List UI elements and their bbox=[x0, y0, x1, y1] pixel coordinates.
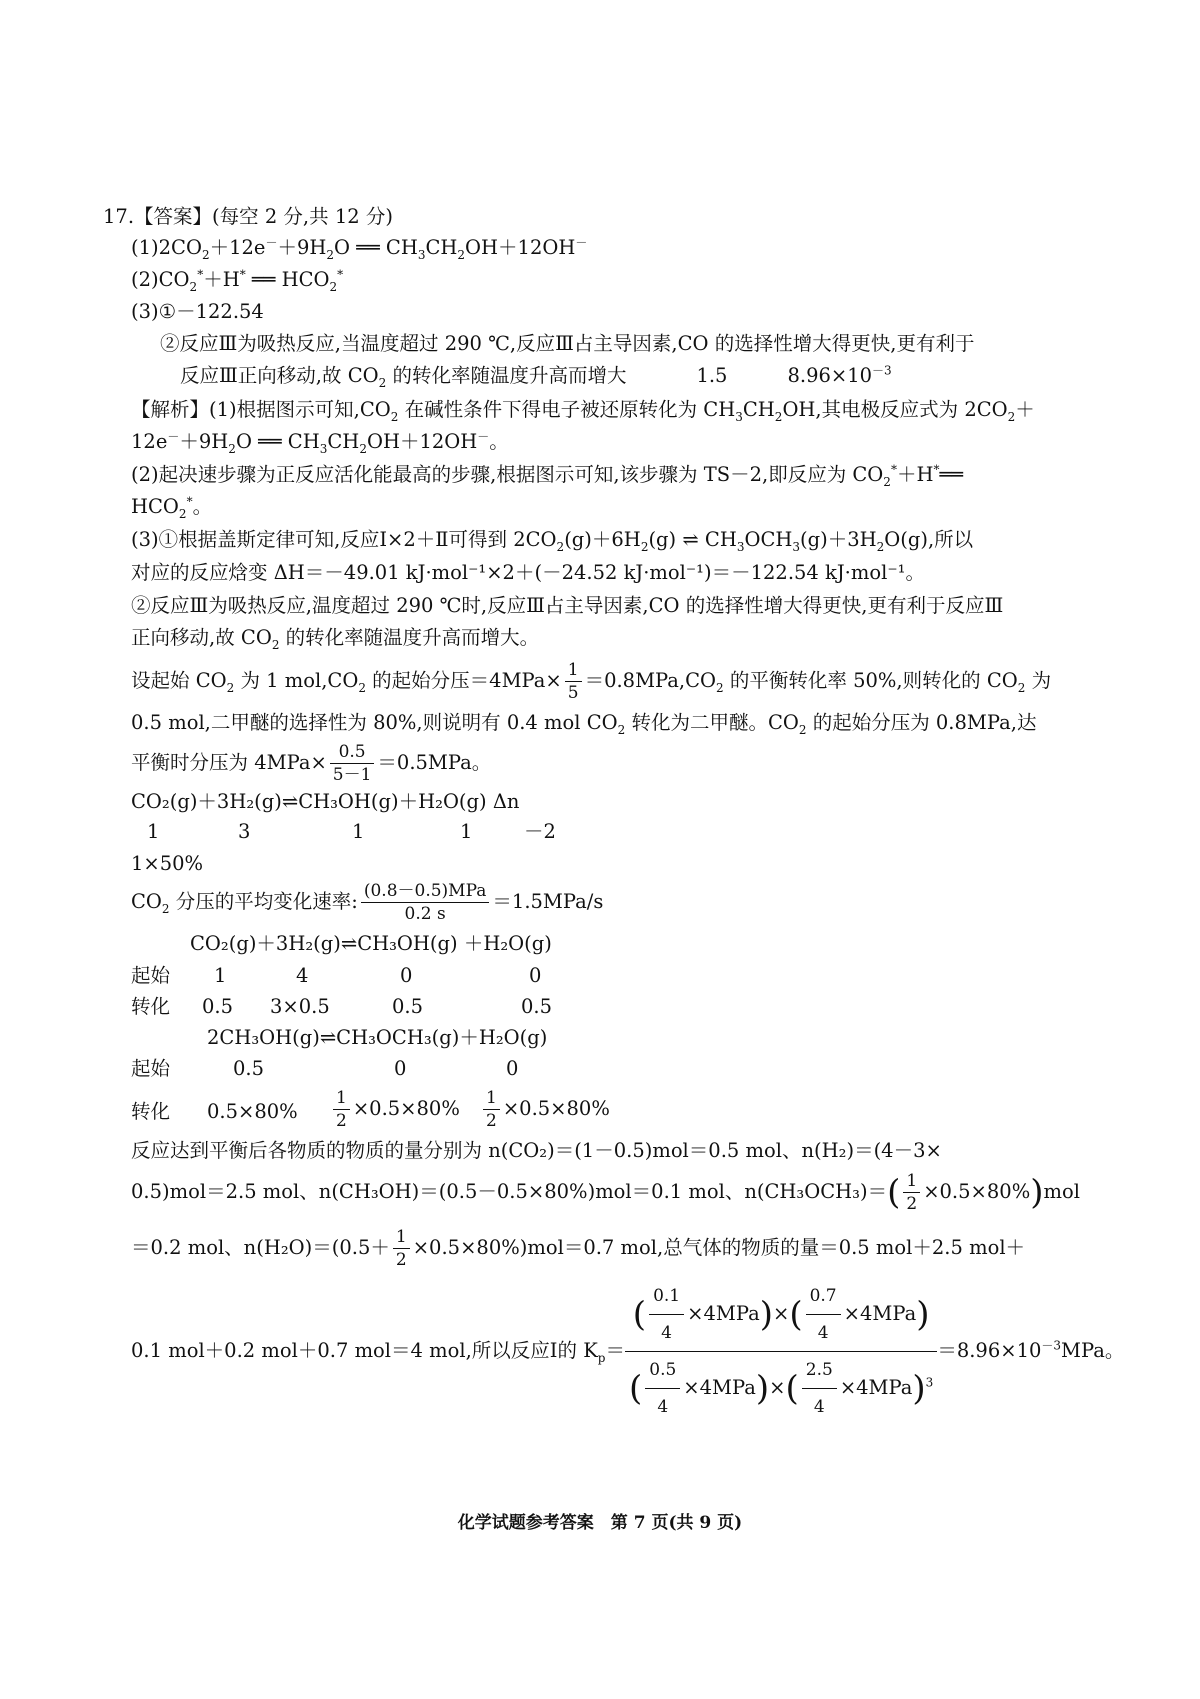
result-kp-line: 0.1 mol＋0.2 mol＋0.7 mol＝4 mol,所以反应Ⅰ的 $K_p=$ ( $\frac{0.1}{4}$ ×4MPa)×( $\frac{0.7}{4}$ ×4MPa) ( $\frac{0.5}{4}$ ×4MPa)×( $\frac{2.5}{4}$ ×4MPa)$^3$ $=8.96\times 10^{-3}MPa$。 bbox=[131, 1278, 1124, 1425]
eq2-start-4: 0 bbox=[529, 964, 542, 987]
eq3-conv-3: $\frac{1}{2}$ ×0.5×80% bbox=[480, 1084, 610, 1134]
analysis-p3: (3)①根据盖斯定律可知,反应Ⅰ×2＋Ⅱ可得到 $2CO_2(g)+6H_2(g)$ ⇌ $CH_3OCH_3(g)+3H_2O(g)$,所以 bbox=[131, 528, 974, 554]
equation-3: 2CH₃OH(g)⇌CH₃OCH₃(g)＋H₂O(g) bbox=[207, 1026, 548, 1049]
answer-3-1: (3)①－122.54 bbox=[131, 300, 264, 323]
eq3-start-3: 0 bbox=[506, 1057, 519, 1080]
eq2-conv-4: 0.5 bbox=[521, 995, 553, 1018]
analysis-p6: 正向移动,故 $CO_2$ 的转化率随温度升高而增大。 bbox=[131, 626, 540, 652]
eq2-conv-1: 0.5 bbox=[202, 995, 234, 1018]
equation-2: CO₂(g)＋3H₂(g)⇌CH₃OH(g) ＋H₂O(g) bbox=[190, 932, 552, 955]
calc-line1: 设起始 $CO_2$ 为 1 $mol,CO_2$ 的起始分压＝4MPa× $\frac{1}{5}$ $=0.8MPa,CO_2$ 的平衡转化率 50%,则转化的 $CO_2$ 为 bbox=[131, 660, 1052, 703]
equation-1: CO₂(g)＋3H₂(g)⇌CH₃OH(g)＋H₂O(g) Δn bbox=[131, 790, 520, 813]
calc-line2: 0.5 mol,二甲醚的选择性为 80%,则说明有 0.4 mol $CO_2$ 转化为二甲醚。$CO_2$ 的起始分压为 0.8MPa,达 bbox=[131, 711, 1037, 737]
eq2-start-2: 4 bbox=[296, 964, 309, 987]
rate-line: $CO_2$ 分压的平均变化速率: $\frac{\text{(0.8－0.5)MPa}}{0.2 s}$ ＝1.5MPa/s bbox=[131, 881, 604, 924]
answer-3-2-line2: 反应Ⅲ正向移动,故 $CO_2$ 的转化率随温度升高而增大 1.5 $8.96\times 10^{-3}$ bbox=[180, 363, 892, 390]
eq1-coef-2: 3 bbox=[238, 820, 251, 843]
answer-1: $(1)2CO_2+12e^-+9H_2O$ ══ $CH_3CH_2OH+12OH^-$ bbox=[131, 235, 588, 262]
eq3-conv-label: 转化 bbox=[131, 1100, 171, 1123]
eq1-conversion: 1×50% bbox=[131, 852, 204, 875]
analysis-p1-cont: $12e^-+9H_2O$ ══ $CH_3CH_2OH+12OH^-$。 bbox=[131, 429, 509, 456]
eq1-coef-3: 1 bbox=[352, 820, 365, 843]
analysis-p5: ②反应Ⅲ为吸热反应,温度超过 290 ℃时,反应Ⅲ占主导因素,CO 的选择性增大得更快,更有利于反应Ⅲ bbox=[131, 594, 1004, 617]
eq2-start-3: 0 bbox=[400, 964, 413, 987]
eq2-start-label: 起始 bbox=[131, 964, 171, 987]
eq2-start-1: 1 bbox=[214, 964, 227, 987]
eq3-start-2: 0 bbox=[394, 1057, 407, 1080]
eq2-conv-3: 0.5 bbox=[392, 995, 424, 1018]
result-line1: 反应达到平衡后各物质的物质的量分别为 n(CO₂)＝(1－0.5)mol＝0.5 mol、n(H₂)＝(4－3× bbox=[131, 1139, 942, 1162]
eq1-coef-5: －2 bbox=[524, 820, 556, 843]
eq3-start-1: 0.5 bbox=[233, 1057, 265, 1080]
result-line3: ＝0.2 mol、n(H₂O)＝(0.5＋ $\frac{1}{2}$ ×0.5×80%)mol＝0.7 mol,总气体的物质的量＝0.5 mol＋2.5 mol＋ bbox=[131, 1227, 1026, 1270]
analysis-p2: (2)起决速步骤为正反应活化能最高的步骤,根据图示可知,该步骤为 TS－2,即反应为 $CO_2^*+H^*══$ bbox=[131, 462, 963, 489]
result-line2: 0.5)mol＝2.5 mol、n(CH₃OH)＝(0.5－0.5×80%)mol＝0.1 mol、n(CH₃OCH₃)＝( $\frac{1}{2}$ ×0.5×80%)mol bbox=[131, 1171, 1080, 1214]
eq3-start-label: 起始 bbox=[131, 1057, 171, 1080]
eq2-conv-label: 转化 bbox=[131, 995, 171, 1018]
eq1-coef-1: 1 bbox=[147, 820, 160, 843]
eq1-coef-4: 1 bbox=[460, 820, 473, 843]
kp-fraction: ( $\frac{0.1}{4}$ ×4MPa)×( $\frac{0.7}{4}$ ×4MPa) ( $\frac{0.5}{4}$ ×4MPa)×( $\frac{2.5}{4}$ ×4MPa)$^3$ bbox=[625, 1278, 937, 1425]
analysis-p2-cont: $HCO_2^*$。 bbox=[131, 494, 213, 521]
analysis-p1: 【解析】(1)根据图示可知$,CO_2$ 在碱性条件下得电子被还原转化为 $CH_3CH_2OH$,其电极反应式为 $2CO_2+$ bbox=[131, 398, 1035, 424]
eq3-conv-2: $\frac{1}{2}$ ×0.5×80% bbox=[330, 1084, 460, 1134]
question-header: 17.【答案】(每空 2 分,共 12 分) bbox=[103, 205, 393, 228]
eq3-conv-1: 0.5×80% bbox=[207, 1100, 298, 1123]
eq2-conv-2: 3×0.5 bbox=[270, 995, 330, 1018]
answer-2: $(2)CO_2^*+H^*$ ══ $HCO_2^*$ bbox=[131, 267, 344, 294]
calc-line3: 平衡时分压为 4MPa× $\frac{0.5}{5-1}$ ＝0.5MPa。 bbox=[131, 742, 492, 785]
page-footer: 化学试题参考答案 第 7 页(共 9 页) bbox=[457, 1513, 743, 1533]
analysis-p4: 对应的反应焓变 ΔH＝－49.01 kJ·mol⁻¹×2＋(－24.52 kJ·mol⁻¹)＝－122.54 kJ·mol⁻¹。 bbox=[131, 561, 925, 584]
answer-3-2-line1: ②反应Ⅲ为吸热反应,当温度超过 290 ℃,反应Ⅲ占主导因素,CO 的选择性增大得更快,更有利于 bbox=[160, 332, 975, 355]
